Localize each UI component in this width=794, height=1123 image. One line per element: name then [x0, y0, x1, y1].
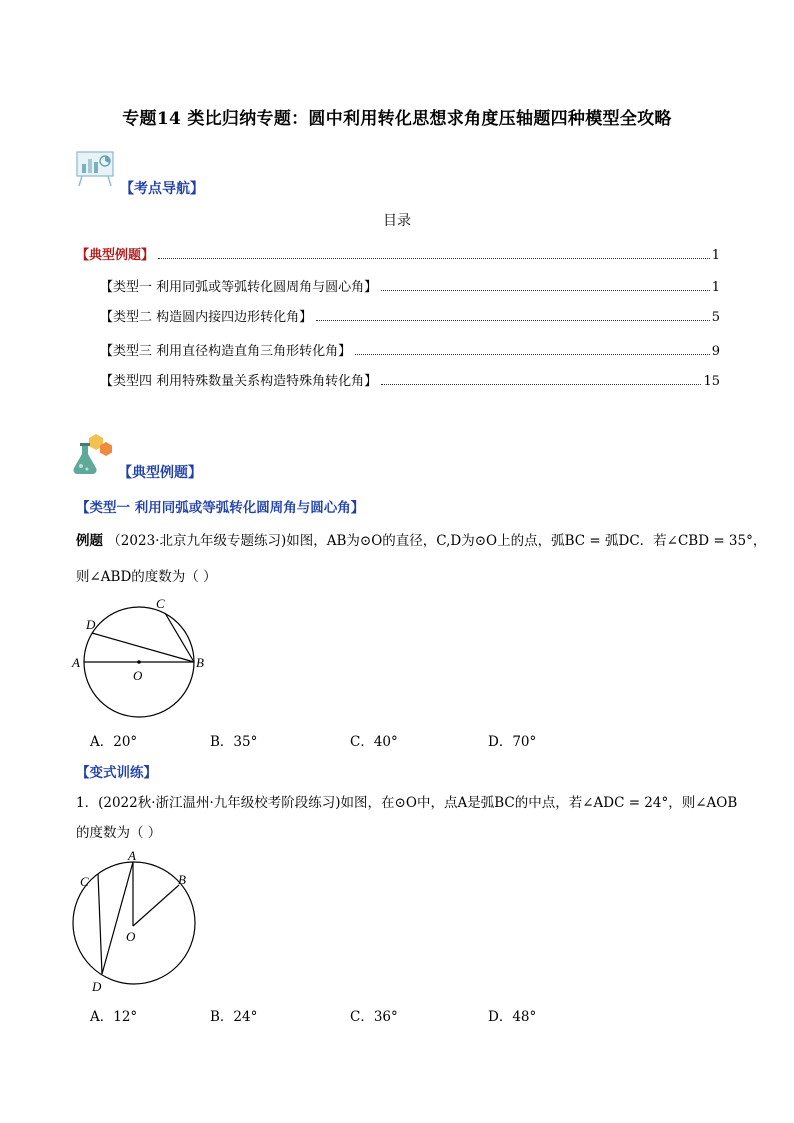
q1-line-2: 的度数为（ ）	[76, 825, 162, 841]
q1-line-1: 1．(2022秋·浙江温州·九年级校考阶段练习)如图，在⊙O中，点A是弧BC的中点，若∠ADC = 24°，则∠AOB	[76, 795, 738, 811]
toc-item-label: 【类型二 构造圆内接四边形转化角】	[100, 310, 313, 325]
toc-item-label: 【类型一 利用同弧或等弧转化圆周角与圆心角】	[100, 280, 378, 295]
point-label-o: O	[126, 929, 136, 944]
toc-item[interactable]	[100, 370, 720, 389]
toc-item[interactable]	[76, 244, 720, 263]
choice-b[interactable]: B．24°	[210, 1009, 258, 1025]
choice-c[interactable]: C．36°	[350, 1009, 398, 1025]
choice-a[interactable]: A．20°	[90, 734, 138, 750]
toc-item-label: 【类型四 利用特殊数量关系构造特殊角转化角】	[100, 374, 378, 389]
toc-leader	[381, 289, 710, 291]
point-label-b: B	[196, 655, 204, 670]
point-label-a: A	[128, 848, 136, 863]
toc-leader	[158, 257, 710, 259]
page-title: 专题14 类比归纳专题：圆中利用转化思想求角度压轴题四种模型全攻略	[122, 109, 672, 129]
toc-item-label: 【典型例题】	[76, 248, 155, 263]
toc-item[interactable]	[100, 306, 720, 325]
choice-c[interactable]: C．40°	[350, 734, 398, 750]
point-label-c: C	[80, 874, 89, 889]
choice-d[interactable]: D．48°	[488, 1009, 537, 1025]
point-label-d: D	[86, 617, 96, 632]
toc-item[interactable]	[100, 276, 720, 295]
figure-circle-abcd	[66, 594, 216, 720]
point-label-b: B	[178, 872, 186, 887]
toc-leader	[316, 319, 710, 321]
point-label-d: D	[92, 979, 102, 994]
toc-title: 目录	[383, 213, 411, 229]
toc-item-page: 1	[711, 248, 720, 263]
chart-board-icon	[74, 150, 118, 188]
toc-item-page: 1	[711, 280, 720, 295]
section-label: 【典型例题】	[118, 465, 202, 481]
toc-item-label: 【类型三 利用直径构造直角三角形转化角】	[100, 344, 352, 359]
toc-item[interactable]	[100, 340, 720, 359]
example-prefix: 例题	[76, 533, 103, 549]
example-line-1	[76, 531, 767, 551]
point-label-c: C	[156, 596, 165, 611]
type1-label: 【类型一 利用同弧或等弧转化圆周角与圆心角】	[76, 500, 365, 516]
toc-leader	[381, 383, 701, 385]
choice-d[interactable]: D．70°	[488, 734, 537, 750]
toc-item-page: 15	[703, 374, 720, 389]
example-text: （2023·北京九年级专题练习)如图，AB为⊙O的直径，C,D为⊙O上的点，弧BC = 弧DC．若∠CBD = 35°，	[107, 533, 767, 549]
practice-label: 【变式训练】	[76, 765, 157, 781]
example-line-2: 则∠ABD的度数为（ ）	[76, 569, 217, 585]
toc-leader	[355, 353, 710, 355]
choice-a[interactable]: A．12°	[90, 1009, 138, 1025]
point-label-a: A	[72, 655, 80, 670]
nav-label: 【考点导航】	[120, 181, 204, 197]
toc-item-page: 9	[711, 344, 720, 359]
flask-icon	[70, 432, 116, 476]
figure-circle-acbd	[64, 848, 204, 998]
choice-b[interactable]: B．35°	[210, 734, 258, 750]
point-label-o: O	[133, 668, 143, 683]
toc-item-page: 5	[711, 310, 720, 325]
